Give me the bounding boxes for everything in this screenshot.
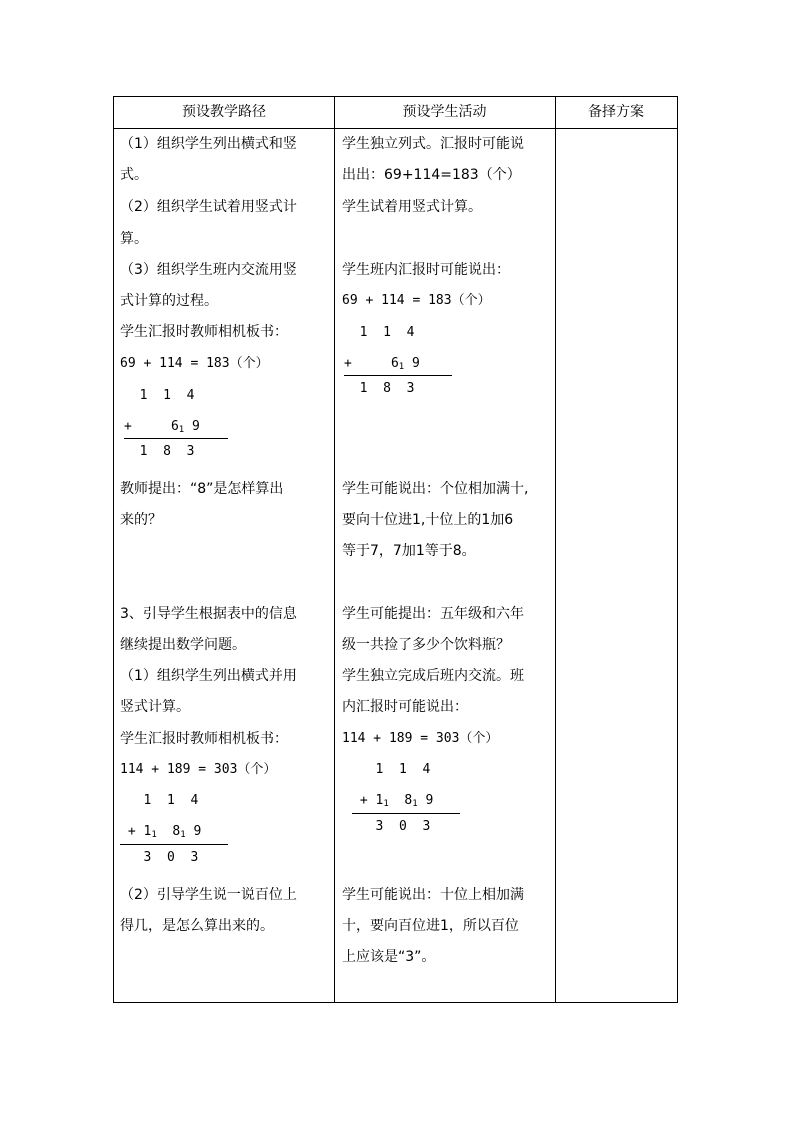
- text-line: （1）组织学生列出横式和竖: [120, 136, 297, 152]
- text-line: 等于7，7加1等于8。: [342, 543, 476, 559]
- text-line: 学生班内汇报时可能说出：: [342, 262, 510, 278]
- text-line: 学生可能提出：五年级和六年: [342, 606, 524, 622]
- header-alternative-plan: 备择方案: [588, 104, 644, 120]
- text-line: 算。: [120, 231, 148, 247]
- addend-row: 1 1 4: [124, 388, 195, 403]
- sum-line: [124, 438, 228, 439]
- carry-mark: 1: [383, 799, 389, 809]
- text-line: 继续提出数学问题。: [120, 637, 246, 653]
- sum-row: 1 8 3: [344, 381, 415, 396]
- equation: 69 + 114 = 183（个）: [120, 356, 269, 371]
- text-line: 学生试着用竖式计算。: [342, 199, 482, 215]
- text-line: 3、引导学生根据表中的信息: [120, 606, 297, 622]
- text-line: 出出：69+114=183（个）: [342, 167, 521, 183]
- carry-mark: 1: [178, 425, 185, 435]
- text-line: 学生汇报时教师相机板书：: [120, 324, 288, 340]
- addend-row: + $1_1$ $8_1$ 9: [120, 824, 202, 840]
- header-student-activity: 预设学生活动: [402, 104, 487, 120]
- header-teaching-path: 预设教学路径: [182, 104, 266, 120]
- sum-line: [344, 375, 452, 376]
- header-divider: [114, 128, 677, 129]
- equation: 114 + 189 = 303（个）: [120, 762, 277, 777]
- addend-row: 1 1 4: [352, 762, 431, 777]
- carry-mark: 1: [412, 799, 418, 809]
- text-line: 要向十位进1,十位上的1加6: [342, 512, 514, 528]
- vertical-addition: [352, 760, 460, 838]
- text-line: （2）组织学生试着用竖式计: [120, 199, 297, 215]
- carry-mark: 1: [398, 362, 405, 372]
- equation: 69 + 114 = 183（个）: [342, 293, 491, 308]
- addend-row: + $6_1$ 9: [344, 356, 420, 372]
- sum-row: 3 0 3: [120, 850, 199, 865]
- sum-line: [120, 844, 228, 845]
- text-line: 得几，是怎么算出来的。: [120, 918, 274, 934]
- vertical-addition: [120, 791, 228, 869]
- text-line: 级一共捡了多少个饮料瓶？: [342, 637, 510, 653]
- text-line: 学生独立列式。汇报时可能说: [342, 136, 524, 152]
- addend-row: + $6_1$ 9: [124, 419, 200, 435]
- carry-mark: 1: [180, 830, 186, 840]
- text-line: （1）组织学生列出横式并用: [120, 668, 297, 684]
- text-line: 上应该是“3”。: [342, 949, 436, 965]
- text-line: 式计算的过程。: [120, 293, 218, 309]
- text-line: 学生可能说出：个位相加满十,: [342, 481, 529, 497]
- addend-row: 1 1 4: [120, 793, 199, 808]
- text-line: 内汇报时可能说出：: [342, 699, 468, 715]
- text-line: 来的？: [120, 512, 162, 528]
- lesson-plan-table: [113, 96, 678, 1003]
- text-line: 竖式计算。: [120, 699, 190, 715]
- vertical-addition: [344, 323, 448, 401]
- addend-row: + $1_1$ $8_1$ 9: [352, 793, 434, 809]
- sum-row: 1 8 3: [124, 444, 195, 459]
- equation: 114 + 189 = 303（个）: [342, 731, 499, 746]
- text-line: 式。: [120, 167, 148, 183]
- text-line: 学生可能说出：十位上相加满: [342, 887, 524, 903]
- column-divider: [555, 97, 556, 1002]
- addend-row: 1 1 4: [344, 325, 415, 340]
- text-line: （2）引导学生说一说百位上: [120, 887, 297, 903]
- text-line: （3）组织学生班内交流用竖: [120, 262, 297, 278]
- text-line: 学生独立完成后班内交流。班: [342, 668, 524, 684]
- carry-mark: 1: [151, 830, 157, 840]
- sum-line: [352, 813, 460, 814]
- text-line: 教师提出：“8”是怎样算出: [120, 481, 284, 497]
- text-line: 十，要向百位进1，所以百位: [342, 918, 519, 934]
- text-line: 学生汇报时教师相机板书：: [120, 731, 288, 747]
- vertical-addition: [124, 386, 228, 464]
- column-divider: [334, 97, 335, 1002]
- sum-row: 3 0 3: [352, 819, 431, 834]
